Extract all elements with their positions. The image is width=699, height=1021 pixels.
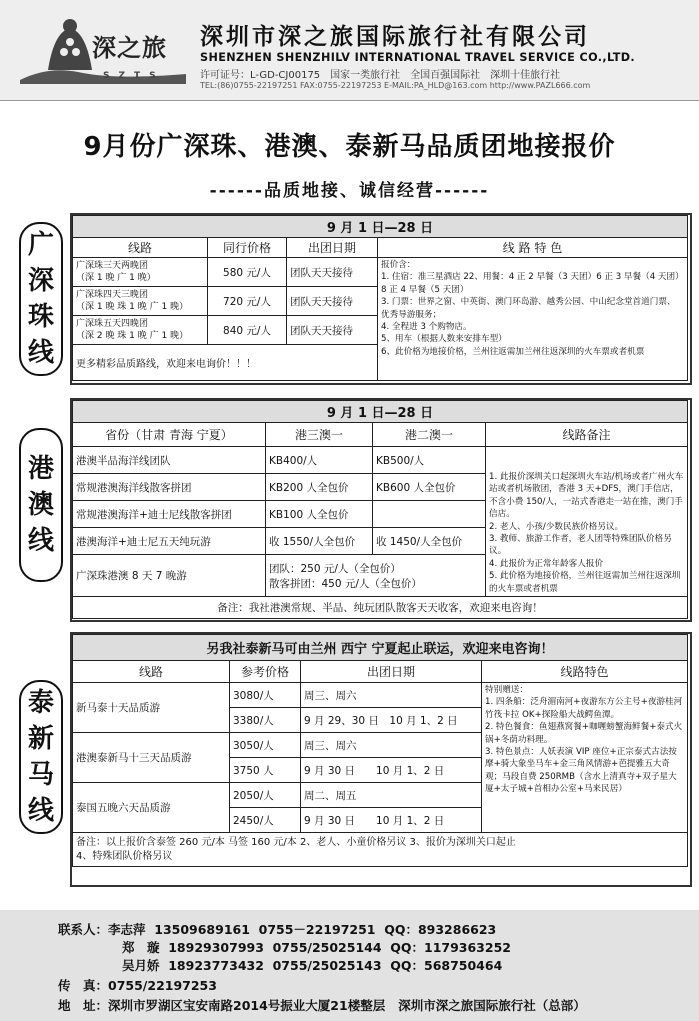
col-header-price: 同行价格 [208,238,287,258]
company-name-cn: 深圳市深之旅国际旅行社有限公司 [200,24,590,50]
col-header-date: 出团日期 [287,238,378,258]
side-label-char: 新 [27,724,54,754]
fax-row [58,976,217,994]
contact-phone: 18923773432 0755/25025143 QQ：568750464 [168,958,503,973]
page-header [0,0,699,101]
price-cell: 收 1450/人全包价 [373,528,486,555]
remark-line: 2. 老人、小孩/少数民族价格另议。 [489,521,624,532]
note-line: 4、特殊团队价格另议 [76,850,173,862]
route-cell: 港澳半品海洋线团队 [73,447,266,474]
page-footer [0,910,699,1021]
price-cell: 840 元/人 [208,316,287,345]
price-cell: 3750 人 [230,758,301,783]
feature-line: 报价含： [381,260,416,270]
route-cell: 常规港澳海洋+迪士尼线散客拼团 [73,501,266,528]
col-header-hk3mo1: 港三澳一 [266,423,373,447]
col-header-date: 出团日期 [301,661,482,683]
col-header-remark: 线路备注 [486,423,688,447]
price-cell: 2450/人 [230,808,301,833]
table-row [73,447,688,474]
col-header-province: 省份（甘肃 青海 宁夏） [73,423,266,447]
col-header-feature: 线 路 特 色 [378,238,688,258]
price-cell: 580 元/人 [208,258,287,287]
feature-line: 3. 特色景点：人妖表演 VIP 座位+正宗泰式古法按摩+骑大象坐马车+金三角风情游+芭提雅五大奇观；马段自费 250RMB（含水上清真寺+双子星大厦+太子城+首相办公室+马来民居） [485,747,677,795]
date-cell: 9 月 29、30 日 10 月 1、2 日 [301,708,482,733]
route-cell: 常规港澳海洋线散客拼团 [73,474,266,501]
contact-name: 郑 璇 [122,940,160,955]
feature-line: 5、用车（根据人数来安排车型） [381,334,507,345]
fax-label: 传 真： [58,978,109,993]
side-label-char: 线 [27,338,54,368]
section1-note: 更多精彩品质路线，欢迎来电询价！！！ [73,345,378,381]
address-label: 地 址： [58,998,109,1013]
section3-features [482,683,688,833]
logo-letters: SZTS [103,71,165,81]
section2-remarks [486,447,688,597]
remark-line: 3. 教师、旅游工作者，老人团等特殊团队价格另议。 [489,534,672,557]
table-row [73,258,688,287]
col-header-hk2mo1: 港二澳一 [373,423,486,447]
side-label-guangshenzhu [19,222,63,376]
price-cell: KB400/人 [266,447,373,474]
section3-table [72,634,688,867]
page-title: 9月份广深珠、港澳、泰新马品质团地接报价 [83,132,616,162]
section1-caption: 9 月 1 日—28 日 [73,216,688,238]
section1-features [378,258,688,381]
price-line: 团队：250 元/人（全包价） [269,562,401,575]
feature-line: 1. 住宿：准三星酒店 22、用餐：4 正 2 早餐（3 天团）6 正 3 早餐（4 天团）8 正 4 早餐（5 天团） [381,272,684,295]
section2-caption: 9 月 1 日—28 日 [73,401,688,423]
contact-label: 联系人： [58,922,109,937]
route-sub: （深 1 晚 珠 1 晚 广 1 晚） [76,302,189,312]
date-cell: 团队天天接待 [287,316,378,345]
route-sub: （深 2 晚 珠 1 晚 广 1 晚） [76,331,189,341]
price-cell: KB600 人全包价 [373,474,486,501]
route-name: 广深珠三天两晚团 [76,261,149,271]
contact-row [122,938,511,956]
route-cell: 泰国五晚六天品质游 [73,783,230,833]
route-cell: 新马泰十天品质游 [73,683,230,733]
side-label-char: 线 [27,796,54,826]
price-cell: 收 1550/人全包价 [266,528,373,555]
section1-table [72,215,688,381]
table-row [73,683,688,708]
company-name-en: SHENZHEN SHENZHILV INTERNATIONAL TRAVEL SERVICE CO.,LTD. [200,51,636,64]
side-label-char: 澳 [27,490,54,520]
page-subtitle: ------品质地接、诚信经营------ [209,181,490,201]
side-label-gangao [19,428,63,582]
price-cell [266,555,486,597]
route-name: 广深珠五天四晚团 [76,319,149,329]
price-cell: 720 元/人 [208,287,287,316]
section3-note [73,833,688,867]
date-cell: 周二、周五 [301,783,482,808]
price-cell: KB100 人全包价 [266,501,373,528]
col-header-feature: 线路特色 [482,661,688,683]
contact-row [122,956,502,974]
feature-line: 3. 门票：世界之窗、中英街、澳门环岛游、越秀公园、中山纪念堂首道门票、优秀导游服务； [381,297,676,320]
header-contact-line: TEL:(86)0755-22197251 FAX:0755-22197253 E-MAIL:PA_HLD@163.com http://www.PAZL666.com [200,81,591,90]
address-text: 深圳市罗湖区宝安南路2014号振业大厦21楼整层 深圳市深之旅国际旅行社（总部） [108,998,586,1013]
date-cell: 团队天天接待 [287,258,378,287]
feature-line: 特别赠送： [485,685,528,695]
route-sub: （深 1 晚 广 1 晚） [76,273,156,283]
feature-line: 1. 四条船：泛舟湄南河+夜游东方公主号+夜游桂河竹筏卡拉 OK+探险船大战鳄鱼潭。 [485,697,683,720]
price-cell: KB500/人 [373,447,486,474]
side-label-char: 线 [27,526,54,556]
date-cell: 周三、周六 [301,683,482,708]
side-label-char: 广 [27,230,54,260]
side-label-taixinma [19,680,63,834]
price-cell: KB200 人全包价 [266,474,373,501]
logo-calligraphy: 深之旅 [92,33,167,62]
side-label-char: 深 [27,266,54,296]
price-cell: 3080/人 [230,683,301,708]
price-cell: 3050/人 [230,733,301,758]
route-cell [73,316,208,345]
side-label-char: 珠 [27,302,54,332]
route-cell: 港澳海洋+迪士尼五天纯玩游 [73,528,266,555]
contact-phone: 13509689161 0755－22197251 QQ：893286623 [154,922,497,937]
side-label-char: 港 [27,454,54,484]
remark-line: 4. 此报价为正常年龄客人报价 [489,558,604,569]
price-cell: 2050/人 [230,783,301,808]
contact-name: 李志萍 [108,922,146,937]
route-cell: 广深珠港澳 8 天 7 晚游 [73,555,266,597]
remark-line: 5. 此价格为地接价格，兰州往返需加兰州往返深圳的火车票或者机票 [489,571,681,594]
section2-table [72,400,688,619]
side-label-char: 泰 [27,688,54,718]
address-row [58,996,586,1014]
note-line: 备注：以上报价含泰签 260 元/本 马签 160 元/本 2、老人、小童价格另议 3、报价为深圳关口起止 [76,836,516,848]
col-header-price: 参考价格 [230,661,301,683]
contact-row [58,920,496,938]
fax-number: 0755/22197253 [108,978,217,993]
price-cell: 3380/人 [230,708,301,733]
route-cell [73,258,208,287]
route-cell: 港澳泰新马十三天品质游 [73,733,230,783]
date-cell: 9 月 30 日 10 月 1、2 日 [301,808,482,833]
section3-caption: 另我社泰新马可由兰州 西宁 宁夏起止联运，欢迎来电咨询！ [73,635,688,661]
date-cell: 周三、周六 [301,733,482,758]
date-cell: 团队天天接待 [287,287,378,316]
price-line: 散客拼团：450 元/人（全包价） [269,577,422,590]
contact-phone: 18929307993 0755/25025144 QQ：1179363252 [168,940,511,955]
feature-line: 2. 特色餐食：鱼翅燕窝餐+咖喱螃蟹海鲜餐+泰式火锅+冬荫功料理。 [485,722,683,745]
col-header-route: 线路 [73,661,230,683]
col-header-route: 线路 [73,238,208,258]
section2-note: 备注：我社港澳常规、半品、纯玩团队散客天天收客，欢迎来电咨询！ [73,597,688,619]
route-cell [73,287,208,316]
side-label-char: 马 [27,760,54,790]
price-cell [373,501,486,528]
date-cell: 9 月 30 日 10 月 1、2 日 [301,758,482,783]
feature-line: 4. 全程进 3 个购物店。 [381,322,472,333]
route-name: 广深珠四天三晚团 [76,290,149,300]
license-line: 许可证号：L-GD-CJ00175 国家一类旅行社 全国百强国际社 深圳十佳旅行社 [200,70,561,81]
remark-line: 1. 此报价深圳关口起深圳火车站/机场或者广州火车站或者机场散团，香港 3 天+DFS，澳门手信店，不含小费 150/人，一站式香港走一站在推，澳门手信店。 [489,472,684,520]
feature-line: 6、此价格为地接价格，兰州往返需加兰州往返深圳的火车票或者机票 [381,346,645,357]
contact-name: 吴月娇 [122,958,160,973]
